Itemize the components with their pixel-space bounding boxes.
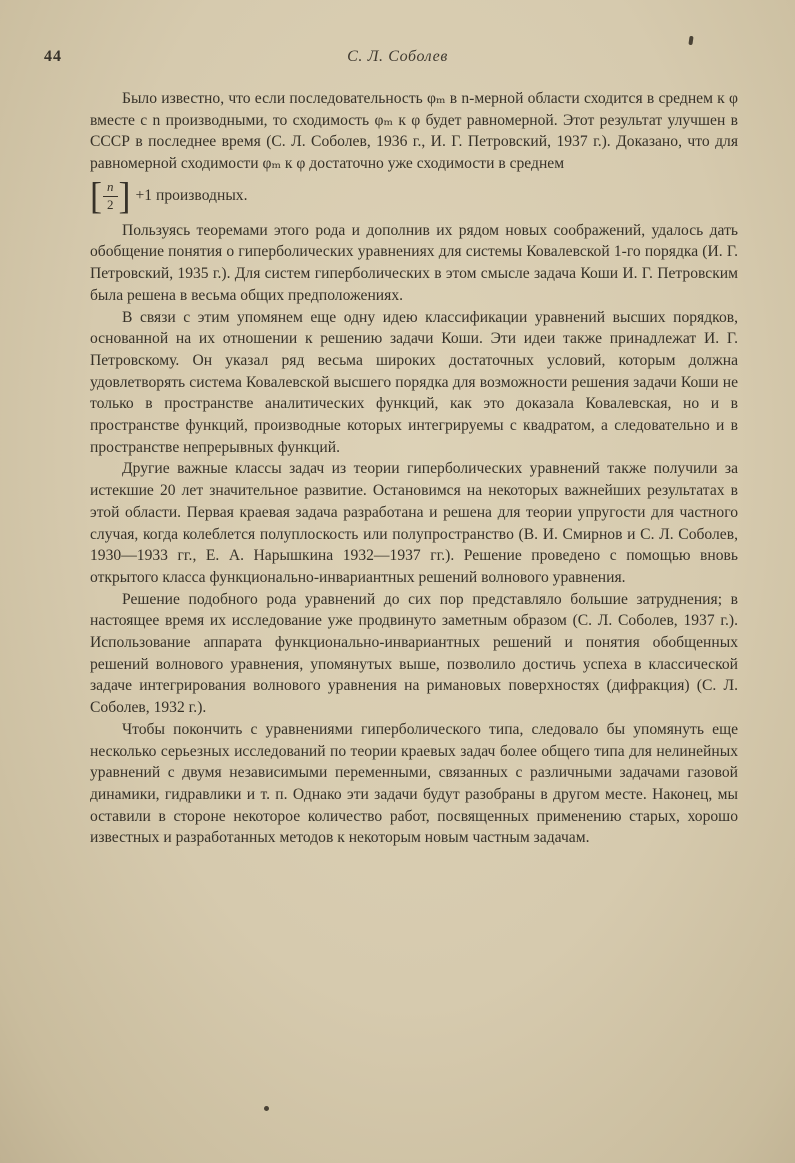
paragraph-1: Было известно, что если последовательность φₘ в n-мерной области сходится в среднем к φ вместе с n производными, то сходимость φₘ к φ будет равномерной. Этот результат улучшен в СССР в последнее время (С. Л. Соболев, 1936 г., И. Г. Петровский, 1937 г.). Доказано, что для равномерной сходимости φₘ к φ достаточно уже сходимости в среднем [90, 90, 738, 173]
paragraph-3: В связи с этим упомянем еще одну идею классификации уравнений высших порядков, основанной на их отношении к решению задачи Коши. Эти идеи также принадлежат И. Г. Петровскому. Он указал ряд весьма широких достаточных условий, которым должна удовлетворять система Ковалевской высшего порядка для возможности решения задачи Коши не только в пространстве аналитических функций, как это доказала Ковалевская, но и в пространстве функций, производные которых интегрируемы с квадратом, а следовательно и в пространстве непрерывных функций. [90, 308, 738, 456]
paragraph-4: Другие важные классы задач из теории гиперболических уравнений также получили за истекшие 20 лет значительное развитие. Остановимся на некоторых важнейших результатах в этой области. Первая краевая задача разработана и решена для теории упругости для частного случая, когда колеблется полуплоскость или полупространство (В. И. Смирнов и С. Л. Соболев, 1930—1933 гг., Е. А. Нарышкина 1932—1937 гг.). Решение проведено с помощью вновь открытого класса функционально-инвариантных решений волнового уравнения. [90, 460, 738, 586]
body-text [90, 88, 738, 849]
paragraph-2: Пользуясь теоремами этого рода и дополнив их рядом новых соображений, удалось дать обобщение понятия о гиперболических уравнениях для системы Ковалевской 1-го порядка (И. Г. Петровский, 1935 г.). Для систем гиперболических в этом смысле задача Коши И. Г. Петровским была решена в весьма общих предположениях. [90, 221, 738, 304]
formula-suffix: +1 производных. [135, 187, 248, 205]
ink-speck [688, 36, 693, 45]
formula-numerator: n [103, 180, 118, 197]
formula-floor-n-over-2 [90, 175, 738, 218]
running-title: С. Л. Соболев [347, 48, 448, 65]
page-header [0, 48, 795, 70]
paragraph-6: Чтобы покончить с уравнениями гиперболического типа, следовало бы упомянуть еще несколько серьезных исследований по теории краевых задач более общего типа для нелинейных уравнений с двумя независимыми переменными, связанных с различными задачами газовой динамики, гидравлики и т. п. Однако эти задачи будут разобраны в другом месте. Наконец, мы оставили в стороне некоторое количество работ, посвященных применению старых, хорошо известных и разработанных методов к некоторым новым частным задачам. [90, 720, 738, 847]
paragraph-5: Решение подобного рода уравнений до сих пор представляло большие затруднения; в настоящее время их исследование уже продвинуто заметным образом (С. Л. Соболев, 1937 г.). Использование аппарата функционально-инвариантных решений и понятия обобщенных решений волнового уравнения, упомянутых выше, позволило достичь успеха в классической задаче интегрирования волнового уравнения на римановых поверхностях (дифракция) (С. Л. Соболев, 1932 г.). [90, 590, 738, 717]
formula-fraction [103, 180, 118, 213]
ink-speck [264, 1106, 269, 1111]
formula-right-bracket: ] [118, 175, 131, 218]
page-number: 44 [44, 48, 62, 65]
formula-left-bracket: [ [90, 175, 102, 218]
formula-denominator: 2 [107, 196, 114, 212]
